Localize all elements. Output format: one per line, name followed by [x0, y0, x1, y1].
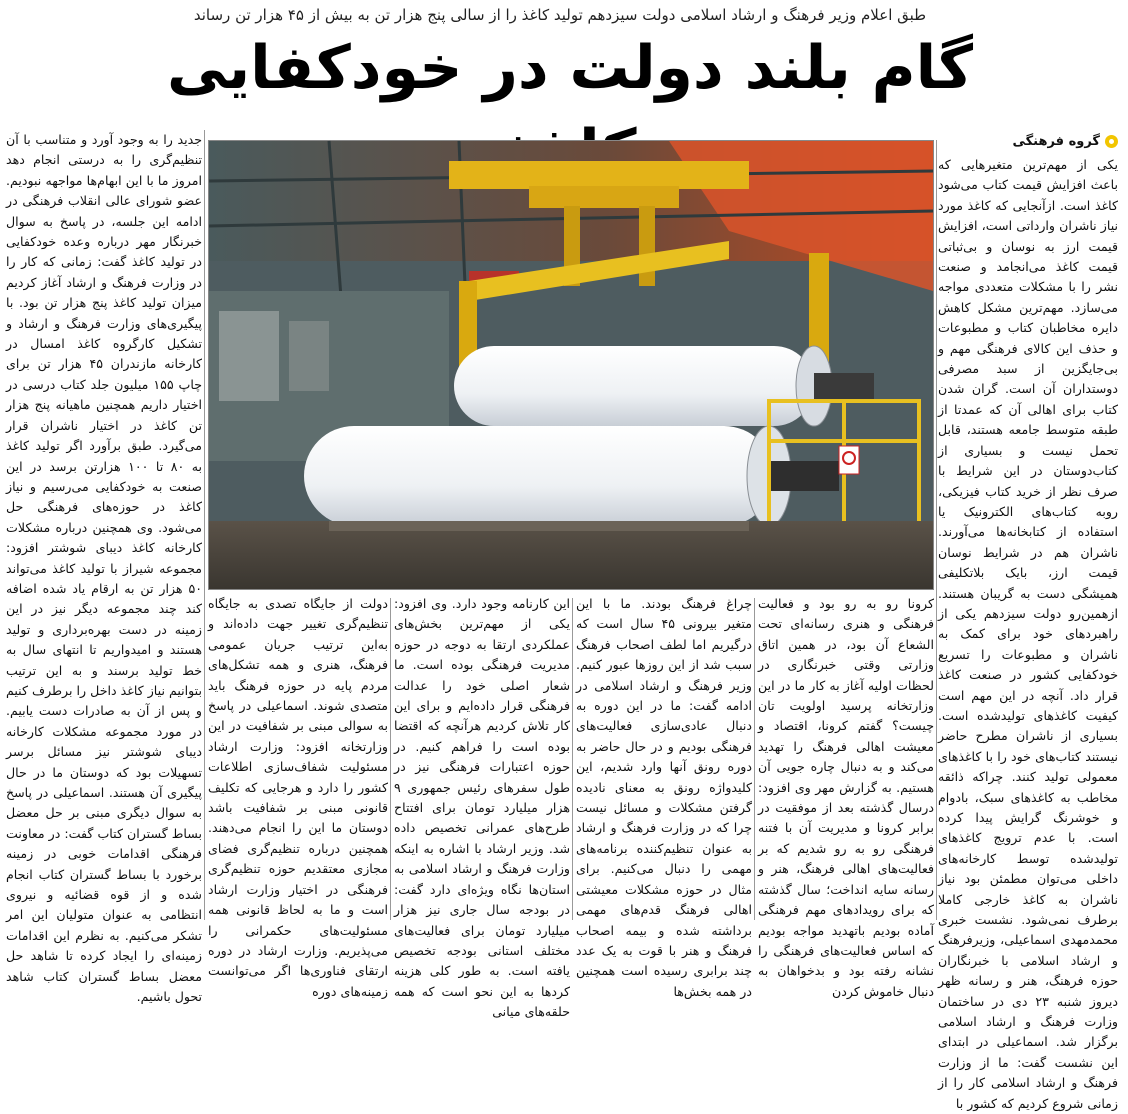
- article-column-3: [576, 594, 753, 999]
- column-divider: [390, 598, 391, 920]
- byline: [938, 134, 1118, 149]
- column-3-text: چراغ فرهنگ بودند. ما با این متغیر بیرونی ۴۵ سال است که درگیریم اما لطف اصحاب فرهنگ سبب شد از این روزها عبور کنیم. وزیر فرهنگ و ارشاد اسلامی در ادامه گفت: ما در این دوره به دنبال عادی‌سازی فعالیت‌های فرهنگی بودیم و در حال حاضر به دوره رونق آنها وارد شدیم، این کلیدواژه رونق به معنای نادیده گرفتن مشکلات و مسائل نیست چرا که در وزارت فرهنگ و ارشاد به عنوان تنظیم‌کننده برنامه‌های مهمی را دنبال می‌کنیم. برای مثال در حوزه مشکلات معیشتی اهالی فرهنگ قدم‌های مهمی برداشته شده و بیمه اصحاب فرهنگ و هنر با قوت به یک عدد چند برابری رسیده است همچنین در همه بخش‌ها: [576, 596, 753, 999]
- article-column-1: [938, 155, 1118, 1111]
- headline: گام بلند دولت در خودکفایی: [166, 33, 974, 103]
- bullet-icon: [1105, 135, 1118, 148]
- column-divider: [572, 598, 573, 920]
- kicker-subtitle: طبق اعلام وزیر فرهنگ و ارشاد اسلامی دولت سیزدهم تولید کاغذ را از سالی پنج هزار تن به بیش از ۴۵ هزار تن رساند: [193, 6, 927, 24]
- article-column-4: [394, 594, 570, 1020]
- column-6-text: جدید را به وجود آورد و متناسب با آن تنظیم‌گری را به درستی انجام دهد امروز ما با این ابهام‌ها مواجهه نبودیم. عضو شورای عالی انقلاب فرهنگی در ادامه این جلسه، در پاسخ به سوال خبرنگار مهر درباره وعده خودکفایی در تولید کاغذ گفت: زمانی که کار را در وزارت فرهنگ و ارشاد آغاز کردیم میزان تولید کاغذ پنج هزار تن بود. با پیگیری‌های وزارت فرهنگ و ارشاد و تشکیل کارگروه کاغذ امسال در کارخانه مازندران ۴۵ هزار تن برای چاپ ۱۵۵ میلیون جلد کتاب درسی در اختیار داریم همچنین ماهیانه پنج هزار تن کاغذ در اختیار ناشران قرار می‌گیرد. طبق برآورد اگر تولید کاغذ به ۸۰ تا ۱۰۰ هزارتن برسد در این صنعت به خودکفایی می‌رسیم و نیاز کاغذ در حوزه‌های فرهنگی حل می‌شود. وی همچنین درباره مشکلات کارخانه کاغذ دیبای شوشتر افزود: مجموعه شیراز با تولید کاغذ می‌تواند ۵۰ هزار تن به ارقام یاد شده اضافه کند چند مجموعه دیگر نیز در این زمینه در دست بهره‌برداری و تولید هستند و امیدواریم تا انتهای سال به خط تولید برسند و به این ترتیب بتوانیم نیاز کاغذ داخل را برطرف کنیم و پس از آن به صادرات دست یابیم. در مورد مجموعه مشکلات کارخانه دیبای شوشتر نیز مسائل برسر تسهیلات بود که دوستان ما در حال پیگیری آن هستند. اسماعیلی در پاسخ به سوال دیگری مبنی بر حل معضل بساط گستران کتاب گفت: در معاونت فرهنگی اقدامات خوبی در زمینه برخورد با بساط گستران کتاب انجام شده و از قوه قضائیه و نیروی انتظامی به عنوان متولیان این امر تشکر می‌کنیم. به نظرم این اقدامات زمینه‌ای را ایجاد کرده تا شاهد حل معضل بساط گستران کتاب شاهد تحول باشیم.: [6, 132, 202, 1005]
- byline-label: گروه فرهنگی: [1012, 134, 1100, 149]
- column-divider: [204, 130, 205, 920]
- column-4-text: این کارنامه وجود دارد. وی افزود: یکی از مهم‌ترین بخش‌های عملکردی ارتقا به دوجه در حوزه مدیریت فرهنگی بوده است. ما شعار اصلی خود را عدالت فرهنگی قرار داده‌ایم و برای این کار تلاش کردیم هرآنچه که اقتضا بوده است را فراهم کنیم. در حوزه اعتبارات فرهنگی نیز در طول سفرهای رئیس جمهوری ۹ هزار میلیارد تومان برای افتتاح طرح‌های عمرانی تخصیص داده شد. وزیر ارشاد با اشاره به اینکه وزارت فرهنگ و ارشاد اسلامی به استان‌ها نگاه ویژه‌ای دارد گفت: در بودجه سال جاری نیز هزار میلیارد تومان برای فعالیت‌های مختلف استانی بودجه تخصیص یافته است. به طور کلی هزینه کردها به این نحو است که همه حلقه‌های میانی: [394, 596, 570, 1020]
- column-divider: [754, 598, 755, 920]
- column-divider: [936, 140, 937, 920]
- article-photo: [208, 140, 934, 590]
- article-column-2: [758, 594, 934, 999]
- column-2-text: کرونا رو به رو بود و فعالیت فرهنگی و هنری رسانه‌ای تحت الشعاع آن بود، در همین اتاق وزارتی وقتی خبرنگاری در لحظات اولیه آغاز به کار ما در این وزارتخانه پرسید اولویت تان چیست؟ گفتم کرونا، اقتصاد و معیشت اهالی فرهنگ را تهدید می‌کند و به دنبال چاره جویی آن هستیم. به گزارش مهر وی افزود: درسال گذشته بعد از موفقیت در برابر کرونا و مدیریت آن با فتنه فرهنگی رو به رو شدیم که بر فعالیت‌های اهالی فرهنگ، هنر و رسانه سایه انداخت؛ سال گذشته که برای رویدادهای مهم فرهنگی آماده بودیم باتهدید مواجه بودیم که اساس فعالیت‌های فرهنگی را نشانه رفته بود و بدخواهان به دنبال خاموش کردن: [758, 596, 934, 999]
- paper-roll-machine-illustration: [209, 141, 933, 589]
- column-1-text: یکی از مهم‌ترین متغیرهایی که باعث افزایش قیمت کتاب می‌شود کاغذ است. ازآنجایی که کاغذ مورد نیاز ناشران وارداتی است، افزایش قیمت ارز به نوسان و بی‌ثباتی قیمت کاغذ می‌انجامد و صنعت نشر را با مشکلات متعددی مواجه می‌سازد. مهم‌ترین مشکل کاهش دایره مخاطبان کتاب و مطبوعات و حذف این کالای فرهنگی مهم و بی‌جایگزین از سبد مصرفی دوستداران آن است. گران شدن کتاب برای اهالی آن که عمدتا از طبقه متوسط جامعه هستند، قابل تحمل نیست و بسیاری از کتاب‌دوستان در این شرایط با صرف نظر از خرید کتاب فیزیکی، روبه کتاب‌های الکترونیک یا استفاده از کتابخانه‌ها می‌آورند. ناشران هم در شرایط نوسان قیمت ارز، بایک بلاتکلیفی همیشگی دست به گریبان هستند. ازهمین‌رو دولت سیزدهم یکی از راهبردهای خود برای کمک به ناشران و مطبوعات را تسریع خودکفایی کشور در صنعت کاغذ قرار داد. آنچه در این مهم است کیفیت کاغذهای تولیدشده است. بسیاری از ناشران مطرح حاضر نیستند کتاب‌های خود را با کاغذهای معمولی تولید کنند. چراکه ذائقه مخاطب به کاغذهای سبک، بادوام و خوشرنگ گرایش پیدا کرده است. با عدم ترویج کاغذهای تولیدشده توسط کارخانه‌های داخلی می‌توان مطمئن بود نیاز ناشران به کاغذ خارجی کاملا برطرف نمی‌شود. نشست خبری محمدمهدی اسماعیلی، وزیرفرهنگ و ارشاد اسلامی با خبرنگاران حوزه فرهنگ، هنر و رسانه ظهر دیروز شنبه ۲۳ دی در ساختمان وزارت فرهنگ و ارشاد اسلامی برگزار شد. اسماعیلی در ابتدای این نشست گفت: ما از وزارت فرهنگ و ارشاد اسلامی کار را از زمانی شروع کردیم که کشور با: [938, 157, 1118, 1111]
- column-5-text: دولت از جایگاه تصدی به جایگاه تنظیم‌گری تغییر جهت داده‌اند و به‌این ترتیب جریان عمومی فرهنگ، هنری و همه تشکل‌های مردم پایه در حوزه فرهنگ باید متصدی شوند. اسماعیلی در پاسخ به سوالی مبنی بر شفافیت در این وزارتخانه افزود: وزارت ارشاد مسئولیت شفاف‌سازی اطلاعات کشور را دارد و هرجایی که تکلیف قانونی مبنی بر شفافیت باشد دوستان ما این را انجام می‌دهند. همچنین درباره تنظیم‌گری فضای مجازی معتقدیم حوزه تنظیم‌گری فرهنگی در اختیار وزارت ارشاد است و ما به لحاظ قانونی همه مسئولیت‌های حکمرانی را می‌پذیریم. وزارت ارشاد در دوره ارتقای فناوری‌ها اگر می‌توانست زمینه‌های دوره: [208, 596, 388, 999]
- article-column-5: [208, 594, 388, 999]
- article-column-6: [6, 130, 202, 1005]
